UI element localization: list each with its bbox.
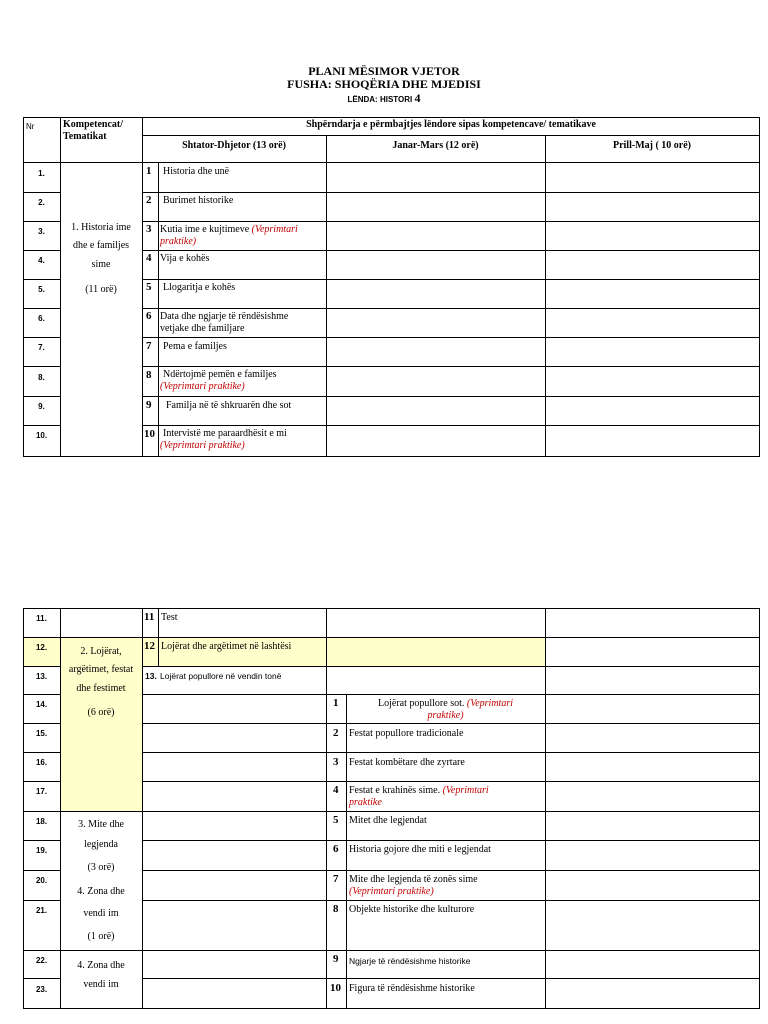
lesson-number: 13. <box>145 671 157 681</box>
header-kompetencat: Kompetencat/ <box>63 119 123 130</box>
practical-note: praktike <box>349 797 382 808</box>
lesson-topic: Lojërat popullore në vendin tonë <box>160 671 282 681</box>
row-nr: 19. <box>35 846 48 855</box>
lesson-number: 7 <box>146 340 152 352</box>
header-distribution: Shpërndarja e përmbajtjes lëndore sipas kompetencave/ tematikave <box>306 119 596 130</box>
lesson-number: 5 <box>146 281 152 293</box>
row-nr: 7. <box>38 343 45 352</box>
lesson-number: 3 <box>333 756 339 768</box>
theme-2-line: dhe festimet <box>76 683 126 694</box>
practical-note: (Veprimtari praktike) <box>160 381 245 392</box>
subject-label: LËNDA: HISTORI <box>347 95 413 104</box>
row-nr: 4. <box>38 256 45 265</box>
row-nr: 22. <box>35 956 48 965</box>
lesson-topic: Mite dhe legjenda të zonës sime <box>349 874 478 885</box>
lesson-number: 6 <box>146 310 152 322</box>
lesson-topic: Lojërat dhe argëtimet në lashtësi <box>161 641 292 652</box>
practical-note: (Veprimtari <box>466 698 513 709</box>
lesson-number: 9 <box>333 953 339 965</box>
lesson-topic-text: Kutia ime e kujtimeve <box>160 224 250 235</box>
lesson-topic <box>160 224 298 236</box>
practical-note: (Veprimtari <box>251 224 298 235</box>
lesson-number: 5 <box>333 814 339 826</box>
row-nr: 9. <box>38 402 45 411</box>
lesson-topic: Burimet historike <box>163 195 234 206</box>
lesson-number: 2 <box>333 727 339 739</box>
row-nr: 11. <box>36 614 47 623</box>
lesson-number: 10 <box>330 982 341 994</box>
lesson-topic: Festat popullore tradicionale <box>349 728 464 739</box>
row-nr: 3. <box>38 227 45 236</box>
lesson-topic: Festat kombëtare dhe zyrtare <box>349 757 465 768</box>
document-subtitle: FUSHA: SHOQËRIA DHE MJEDISI <box>287 77 481 91</box>
theme-1-hours: (11 orë) <box>85 284 117 295</box>
lesson-number: 1 <box>333 697 339 709</box>
theme-2-line: 2. Lojërat, <box>80 646 122 657</box>
row-nr: 2. <box>38 198 45 207</box>
row-nr: 23. <box>35 985 48 994</box>
practical-note: praktike) <box>427 710 464 721</box>
practical-note: praktike) <box>160 236 197 247</box>
header-nr: Nr <box>26 122 35 131</box>
lesson-number: 12 <box>144 640 155 652</box>
theme-3-hours: (3 orë) <box>87 862 115 873</box>
lesson-topic: Pema e familjes <box>163 341 227 352</box>
lesson-number: 10 <box>144 428 155 440</box>
lesson-number: 8 <box>333 903 339 915</box>
practical-note: (Veprimtari <box>442 785 489 796</box>
theme-1-line: dhe e familjes <box>72 240 130 251</box>
practical-note: (Veprimtari praktike) <box>349 886 434 897</box>
lesson-number: 6 <box>333 843 339 855</box>
lesson-topic-text: Festat e krahinës sime. <box>349 785 441 796</box>
header-tematikat: Tematikat <box>63 131 107 142</box>
row-nr: 8. <box>38 373 45 382</box>
row-nr: 14. <box>35 700 48 709</box>
row-nr: 17. <box>35 787 48 796</box>
row-nr: 20. <box>35 876 48 885</box>
row-nr: 15. <box>35 729 48 738</box>
lesson-topic-cont: vetjake dhe familjare <box>160 323 245 334</box>
row-nr: 13. <box>35 672 48 681</box>
header-period-3: Prill-Maj ( 10 orë) <box>612 140 692 151</box>
document-title: PLANI MËSIMOR VJETOR <box>308 64 460 78</box>
theme-2-hours: (6 orë) <box>87 707 115 718</box>
subject-line <box>0 92 768 106</box>
theme-3-line: vendi im <box>83 908 119 919</box>
row-nr: 1. <box>38 169 45 178</box>
lesson-topic: Test <box>161 612 178 623</box>
lesson-topic: Familja në të shkruarën dhe sot <box>166 400 292 411</box>
lesson-topic: Objekte historike dhe kulturore <box>349 904 475 915</box>
row-nr: 10. <box>35 431 48 440</box>
lesson-number: 11 <box>144 611 155 623</box>
lesson-topic: Llogaritja e kohës <box>163 282 236 293</box>
row-nr: 6. <box>38 314 45 323</box>
theme-4-line: 4. Zona dhe <box>77 960 125 971</box>
lesson-topic: Figura të rëndësishme historike <box>349 983 475 994</box>
grade: 4 <box>414 91 421 105</box>
lesson-topic: Historia gojore dhe miti e legjendat <box>349 844 491 855</box>
practical-note: (Veprimtari praktike) <box>160 440 245 451</box>
lesson-topic <box>349 785 489 797</box>
theme-3-line: 4. Zona dhe <box>77 886 125 897</box>
header-period-2: Janar-Mars (12 orë) <box>392 140 479 151</box>
row-nr: 18. <box>35 817 48 826</box>
theme-1-line: 1. Historia ime <box>71 222 131 233</box>
row-nr: 5. <box>38 285 45 294</box>
lesson-topic: Ngjarje të rëndësishme historike <box>349 956 471 966</box>
theme-3-line: legjenda <box>84 839 118 850</box>
lesson-topic-text: Lojërat popullore sot. <box>378 698 465 709</box>
lesson-number: 2 <box>146 194 152 206</box>
lesson-topic: Historia dhe unë <box>163 166 230 177</box>
theme-4-line: vendi im <box>83 979 119 990</box>
lesson-number: 4 <box>146 252 152 264</box>
header-period-1: Shtator-Dhjetor (13 orë) <box>182 140 286 151</box>
lesson-number: 3 <box>146 223 152 235</box>
lesson-topic: Ndërtojmë pemën e familjes <box>163 369 277 380</box>
lesson-topic: Vija e kohës <box>160 253 210 264</box>
lesson-number: 4 <box>333 784 339 796</box>
lesson-topic <box>346 698 545 710</box>
lesson-number: 1 <box>146 165 152 177</box>
lesson-topic: Data dhe ngjarje të rëndësishme <box>160 311 289 322</box>
theme-3-line: 3. Mite dhe <box>78 819 124 830</box>
row-nr: 12. <box>35 643 48 652</box>
lesson-number: 8 <box>146 369 152 381</box>
row-nr: 16. <box>35 758 48 767</box>
lesson-topic: Mitet dhe legjendat <box>349 815 427 826</box>
theme-3-hours: (1 orë) <box>87 931 115 942</box>
lesson-number: 9 <box>146 399 152 411</box>
lesson-number: 7 <box>333 873 339 885</box>
row-nr: 21. <box>35 906 48 915</box>
lesson-topic: Intervistë me paraardhësit e mi <box>163 428 287 439</box>
theme-1-line: sime <box>91 259 111 270</box>
theme-2-line: argëtimet, festat <box>68 664 134 675</box>
